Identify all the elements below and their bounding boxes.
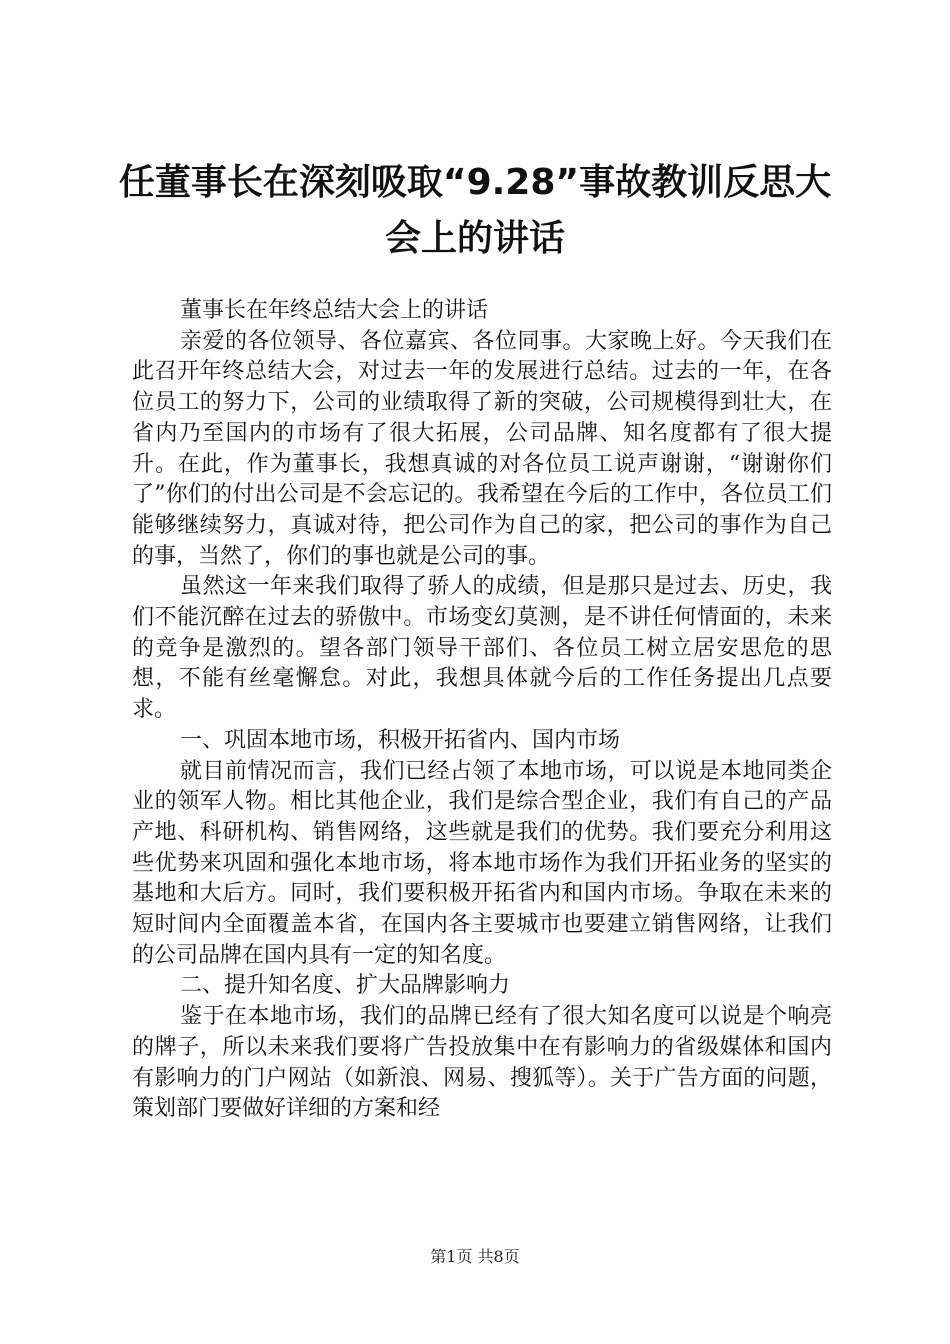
paragraph-heading: 董事长在年终总结大会上的讲话 — [180, 298, 489, 323]
document-title: 任董事长在深刻吸取“9.28”事故教训反思大会上的讲话 — [118, 162, 832, 259]
document-body — [132, 296, 832, 1125]
paragraph: 鉴于在本地市场，我们的品牌已经有了很大知名度可以说是个响亮的牌子，所以未来我们要将广告投放集中在有影响力的省级媒体和国内有影响力的门户网站（如新浪、网易、搜狐等）。关于广告方面的问题，策划部门要做好详细的方案和经 — [132, 1004, 832, 1122]
section-heading-2: 二、提升知名度、扩大品牌影响力 — [180, 973, 511, 999]
page-footer: 第1页 共8页 — [430, 1247, 520, 1266]
section-heading-1: 一、巩固本地市场，积极开拓省内、国内市场 — [180, 727, 621, 753]
paragraph: 虽然这一年来我们取得了骄人的成绩，但是那只是过去、历史，我们不能沉醉在过去的骄傲中。市场变幻莫测，是不讲任何情面的，未来的竞争是激烈的。望各部门领导干部们、各位员工树立居安思危的思想，不能有丝毫懈怠。对此，我想具体就今后的工作任务提出几点要求。 — [132, 574, 832, 723]
paragraph: 亲爱的各位领导、各位嘉宾、各位同事。大家晚上好。今天我们在此召开年终总结大会，对过去一年的发展进行总结。过去的一年，在各位员工的努力下，公司的业绩取得了新的突破，公司规模得到壮大，在省内乃至国内的市场有了很大拓展，公司品牌、知名度都有了很大提升。在此，作为董事长，我想真诚的对各位员工说声谢谢，“谢谢你们了”你们的付出公司是不会忘记的。我希望在今后的工作中，各位员工们能够继续努力，真诚对待，把公司作为自己的家，把公司的事作为自己的事，当然了，你们的事也就是公司的事。 — [132, 328, 832, 569]
paragraph: 就目前情况而言，我们已经占领了本地市场，可以说是本地同类企业的领军人物。相比其他企业，我们是综合型企业，我们有自己的产品产地、科研机构、销售网络，这些就是我们的优势。我们要充分利用这些优势来巩固和强化本地市场，将本地市场作为我们开拓业务的坚实的基地和大后方。同时，我们要积极开拓省内和国内市场。争取在未来的短时间内全面覆盖本省，在国内各主要城市也要建立销售网络，让我们的公司品牌在国内具有一定的知名度。 — [132, 758, 832, 968]
